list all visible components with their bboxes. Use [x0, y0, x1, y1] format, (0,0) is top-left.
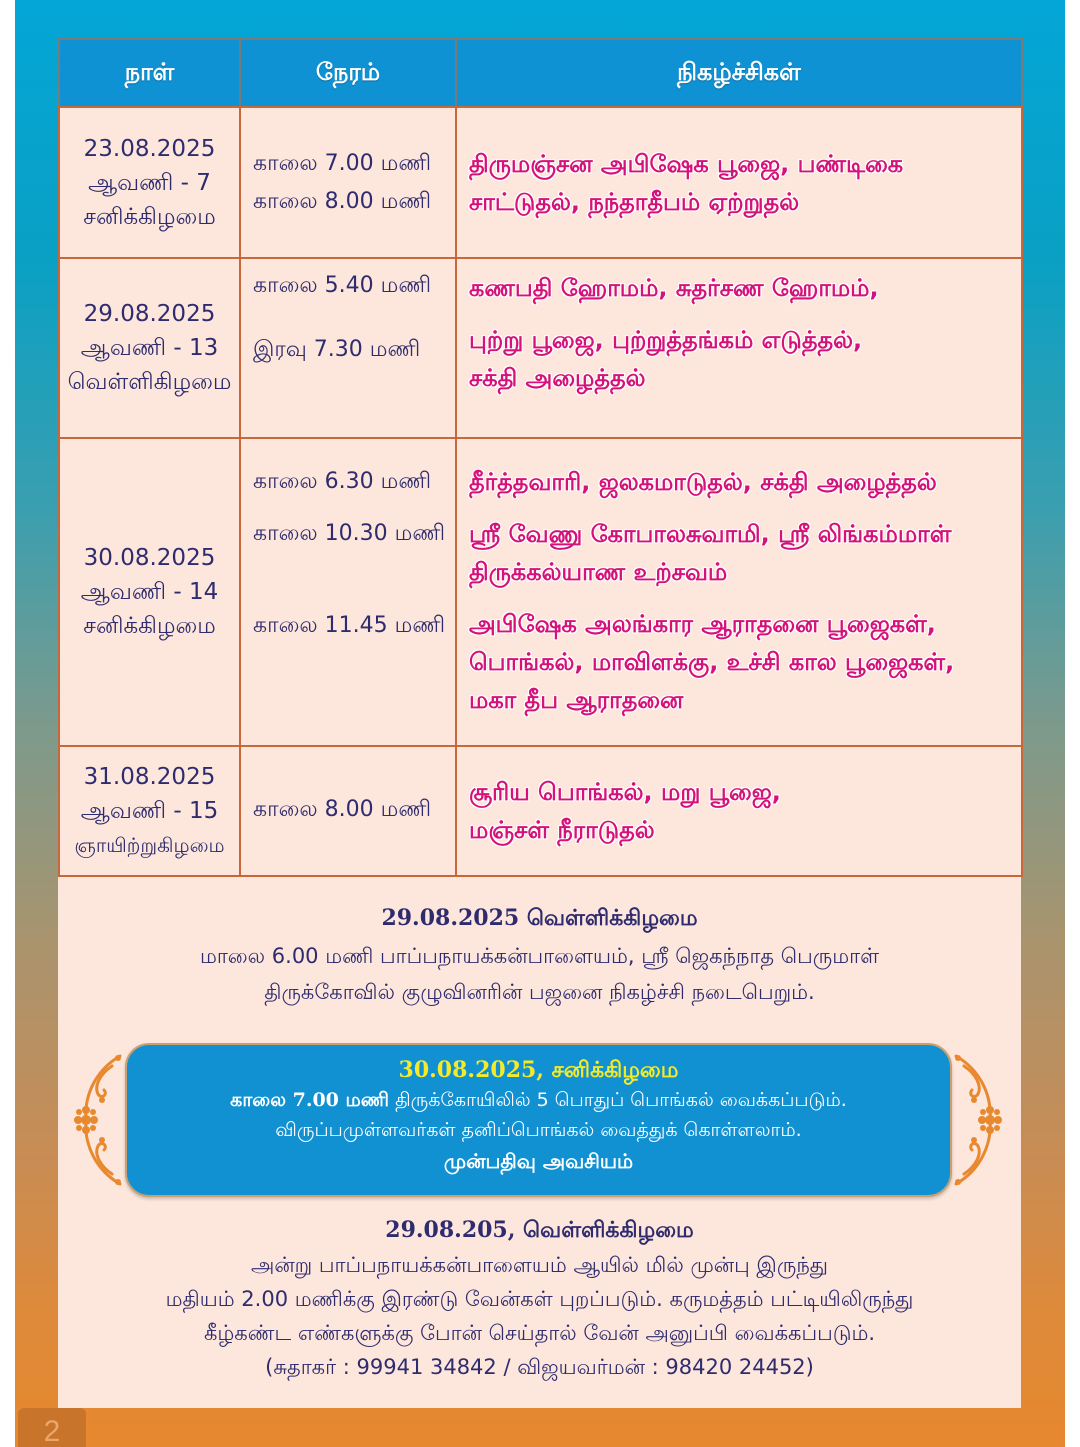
van-notice-heading: 29.08.205, வெள்ளிக்கிழமை: [385, 1217, 694, 1243]
tamil-date: ஆவணி - 15: [80, 798, 219, 824]
banner-time: காலை 7.00 மணி: [230, 1089, 390, 1111]
banner-line-text: திருக்கோயிலில் 5 பொதுப் பொங்கல் வைக்கப்படும்.: [389, 1089, 847, 1111]
header-date: நாள்: [59, 39, 240, 107]
date-cell: [59, 258, 240, 438]
table-row: [59, 438, 1022, 746]
bhajan-notice-heading: 29.08.2025 வெள்ளிக்கிழமை: [381, 905, 698, 931]
banner-line: [127, 1085, 950, 1115]
date-cell: [59, 438, 240, 746]
time: காலை 10.30 மணி: [253, 521, 446, 546]
event-line: புற்று பூஜை, புற்றுத்தங்கம் எடுத்தல்,: [469, 326, 863, 354]
header-time: நேரம்: [240, 39, 456, 107]
events-cell: [456, 107, 1022, 258]
weekday: சனிக்கிழமை: [83, 613, 216, 639]
time: காலை 5.40 மணி: [253, 273, 432, 298]
event-line: சூரிய பொங்கல், மறு பூஜை,: [469, 778, 781, 806]
date: 23.08.2025: [83, 135, 216, 162]
event-line: ஸ்ரீ வேணு கோபாலசுவாமி, ஸ்ரீ லிங்கம்மாள்: [469, 520, 952, 548]
table-header-row: [59, 39, 1022, 107]
van-contact-line: (சுதாகர் : 99941 34842 / விஜயவர்மன் : 98420 24452): [265, 1355, 814, 1379]
bhajan-notice: [58, 898, 1021, 1010]
banner-line: விருப்பமுள்ளவர்கள் தனிப்பொங்கல் வைத்துக் கொள்ளலாம்.: [275, 1119, 802, 1141]
event-line: மகா தீப ஆராதனை: [469, 686, 684, 714]
weekday: வெள்ளிகிழமை: [67, 369, 232, 395]
event-line: மஞ்சள் நீராடுதல்: [469, 816, 655, 844]
time: காலை 8.00 மணி: [253, 797, 432, 822]
time: காலை 7.00 மணி: [253, 150, 432, 176]
van-notice: [58, 1212, 1021, 1384]
time: காலை 8.00 மணி: [253, 188, 432, 214]
pongal-banner: [125, 1043, 952, 1197]
table-row: [59, 746, 1022, 876]
time: காலை 6.30 மணி: [253, 469, 432, 494]
event-line: திருக்கல்யாண உற்சவம்: [469, 558, 728, 586]
table-row: [59, 107, 1022, 258]
floral-ornament-icon: [74, 1050, 124, 1190]
header-events: நிகழ்ச்சிகள்: [456, 39, 1022, 107]
tamil-date: ஆவணி - 14: [80, 579, 219, 605]
floral-ornament-icon: [952, 1050, 1002, 1190]
tamil-date: ஆவணி - 13: [80, 335, 219, 361]
date: 30.08.2025: [83, 545, 216, 571]
event-schedule-table: [58, 38, 1023, 877]
event-line: சக்தி அழைத்தல்: [469, 364, 646, 392]
van-notice-line: அன்று பாப்பநாயக்கன்பாளையம் ஆயில் மில் முன்பு இருந்து: [250, 1253, 829, 1277]
event-line: திருமஞ்சன அபிஷேக பூஜை, பண்டிகை: [469, 149, 904, 178]
event-line: தீர்த்தவாரி, ஜலகமாடுதல், சக்தி அழைத்தல்: [469, 468, 937, 496]
date-cell: [59, 746, 240, 876]
time-cell: [240, 746, 456, 876]
table-row: [59, 258, 1022, 438]
event-line: கணபதி ஹோமம், சுதர்சண ஹோமம்,: [469, 274, 879, 302]
van-notice-line: மதியம் 2.00 மணிக்கு இரண்டு வேன்கள் புறப்படும். கருமத்தம் பட்டியிலிருந்து: [165, 1287, 914, 1311]
tamil-date: ஆவணி - 7: [88, 169, 211, 196]
bhajan-notice-line: திருக்கோவில் குழுவினரின் பஜனை நிகழ்ச்சி நடைபெறும்.: [264, 980, 815, 1004]
bhajan-notice-line: மாலை 6.00 மணி பாப்பநாயக்கன்பாளையம், ஸ்ரீ ஜெகந்நாத பெருமாள்: [199, 944, 880, 968]
van-notice-line: கீழ்கண்ட எண்களுக்கு போன் செய்தால் வேன் அனுப்பி வைக்கப்படும்.: [203, 1321, 876, 1345]
banner-footer: முன்பதிவு அவசியம்: [443, 1149, 634, 1173]
time-cell: [240, 258, 456, 438]
page-number: 2: [18, 1408, 86, 1447]
time-cell: [240, 438, 456, 746]
event-line: பொங்கல், மாவிளக்கு, உச்சி கால பூஜைகள்,: [469, 648, 955, 676]
date: 31.08.2025: [83, 764, 216, 790]
date: 29.08.2025: [83, 301, 216, 327]
events-cell: [456, 258, 1022, 438]
events-cell: [456, 746, 1022, 876]
events-cell: [456, 438, 1022, 746]
date-cell: [59, 107, 240, 258]
banner-heading: 30.08.2025, சனிக்கிழமை: [398, 1057, 679, 1083]
time: காலை 11.45 மணி: [253, 613, 446, 638]
event-line: அபிஷேக அலங்கார ஆராதனை பூஜைகள்,: [469, 610, 936, 638]
weekday: சனிக்கிழமை: [83, 203, 216, 230]
event-line: சாட்டுதல், நந்தாதீபம் ஏற்றுதல்: [469, 187, 800, 216]
weekday: ஞாயிற்றுகிழமை: [74, 833, 225, 857]
time: இரவு 7.30 மணி: [253, 337, 421, 362]
time-cell: [240, 107, 456, 258]
